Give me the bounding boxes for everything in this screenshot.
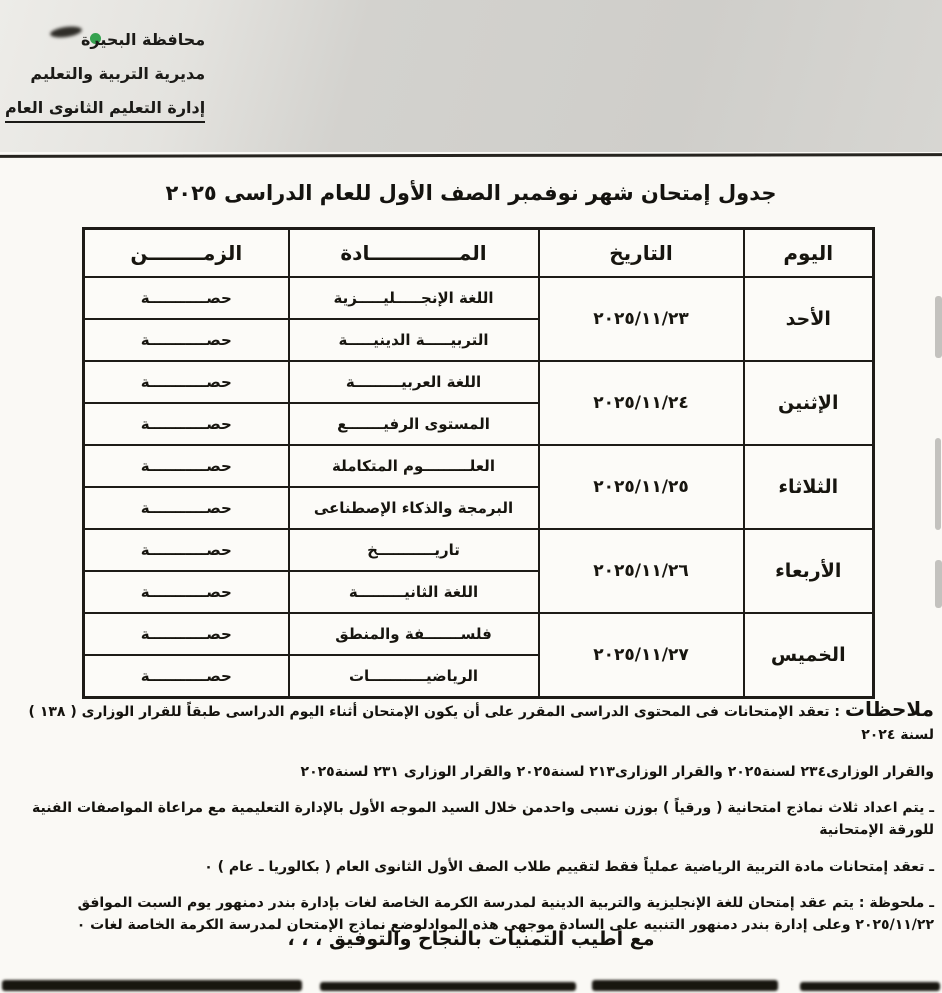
- table-row: [84, 277, 874, 319]
- note-line-4: ـ تعقد إمتحانات مادة التربية الرياضية عملياً فقط لتقييم طلاب الصف الأول الثانوى العام ( بكالوريا ـ عام ) ٠: [204, 858, 934, 875]
- time-cell: حصـــــــــــة: [84, 319, 289, 361]
- date-cell: ٢٠٢٥/١١/٢٣: [539, 277, 744, 361]
- day-cell: الأربعاء: [744, 529, 874, 613]
- time-cell: حصـــــــــــة: [84, 529, 289, 571]
- subject-cell: تاريـــــــــــخ: [289, 529, 539, 571]
- subject-cell: البرمجة والذكاء الإصطناعى: [289, 487, 539, 529]
- note-line-5: ـ ملحوظة : يتم عقد إمتحان للغة الإنجليزية والتربية الدينية لمدرسة الكرمة الخاصة لغات بإدارة بندر دمنهور يوم السبت الموافق ٢٠٢٥/١١/٢٢ وعلى إدارة بندر دمنهور التنبيه على السادة موجهى هذه الموادلوضع نماذج الإمتحان لمدرسة الكرمة الخاصة لغات ٠: [76, 895, 934, 934]
- time-cell: حصـــــــــــة: [84, 403, 289, 445]
- note-text-1: : تعقد الإمتحانات فى المحتوى الدراسى المقرر على أن يكون الإمتحان أثناء اليوم الدراسى طبقاً للقرار الوزارى ( ١٣٨ ) لسنة ٢٠٢٤: [28, 704, 934, 743]
- bottom-scan-smudge: [2, 980, 302, 991]
- subject-cell: العلـــــــــوم المتكاملة: [289, 445, 539, 487]
- note-line-3: ـ يتم اعداد ثلاث نماذج امتحانية ( ورقياً ) بوزن نسبى واحدمن خلال السيد الموجه الأول بالإدارة التعليمية مع مراعاة المواصفات الفنية للورقة الإمتحانية: [32, 800, 934, 839]
- date-cell: ٢٠٢٥/١١/٢٧: [539, 613, 744, 698]
- day-cell: الإثنين: [744, 361, 874, 445]
- note-line-2: والقرار الوزارى٢٣٤ لسنة٢٠٢٥ والقرار الوزارى٢١٣ لسنة٢٠٢٥ والقرار الوزارى ٢٣١ لسنة٢٠٢٥: [300, 763, 934, 780]
- document-title: جدول إمتحان شهر نوفمبر الصف الأول للعام الدراسى ٢٠٢٥: [165, 181, 777, 205]
- table-row: [84, 445, 874, 487]
- col-header-time: الزمــــــــن: [84, 229, 289, 278]
- directorate-name: مديرية التربية والتعليم: [30, 64, 206, 83]
- time-cell: حصـــــــــــة: [84, 361, 289, 403]
- time-cell: حصـــــــــــة: [84, 277, 289, 319]
- time-cell: حصـــــــــــة: [84, 655, 289, 698]
- table-row: [84, 613, 874, 655]
- scan-edge-streak: [935, 560, 942, 608]
- day-cell: الأحد: [744, 277, 874, 361]
- subject-cell: التربيـــــة الدينيـــــة: [289, 319, 539, 361]
- governorate-name: محافظة البحيرة: [80, 30, 206, 49]
- col-header-day: اليوم: [744, 229, 874, 278]
- scan-edge-streak: [935, 296, 942, 358]
- note-line-1: [8, 694, 934, 747]
- table-header-row: [84, 229, 874, 278]
- subject-cell: اللغة الإنجـــــليـــــزية: [289, 277, 539, 319]
- bottom-scan-smudge: [592, 980, 778, 991]
- time-cell: حصـــــــــــة: [84, 445, 289, 487]
- exam-schedule-table: [82, 227, 875, 699]
- letterhead: [5, 30, 205, 123]
- col-header-subject: المـــــــــــــادة: [289, 229, 539, 278]
- subject-cell: الرياضيـــــــــــات: [289, 655, 539, 698]
- subject-cell: اللغة الثانيـــــــــة: [289, 571, 539, 613]
- scan-edge-streak: [935, 438, 941, 530]
- time-cell: حصـــــــــــة: [84, 571, 289, 613]
- bottom-scan-smudge: [320, 982, 576, 991]
- notes-heading: ملاحظات: [844, 697, 934, 721]
- time-cell: حصـــــــــــة: [84, 487, 289, 529]
- administration-name: إدارة التعليم الثانوى العام: [5, 98, 205, 123]
- subject-cell: اللغة العربيـــــــــة: [289, 361, 539, 403]
- date-cell: ٢٠٢٥/١١/٢٤: [539, 361, 744, 445]
- closing-wishes: مع أطيب التمنيات بالنجاح والتوفيق ، ، ،: [287, 928, 655, 950]
- day-cell: الخميس: [744, 613, 874, 698]
- bottom-scan-smudge: [800, 982, 940, 991]
- day-cell: الثلاثاء: [744, 445, 874, 529]
- notes-section: [8, 694, 934, 952]
- subject-cell: فلســـــــفة والمنطق: [289, 613, 539, 655]
- date-cell: ٢٠٢٥/١١/٢٦: [539, 529, 744, 613]
- table-row: [84, 529, 874, 571]
- col-header-date: التاريخ: [539, 229, 744, 278]
- date-cell: ٢٠٢٥/١١/٢٥: [539, 445, 744, 529]
- time-cell: حصـــــــــــة: [84, 613, 289, 655]
- header-divider-line: [0, 153, 942, 158]
- subject-cell: المستوى الرفيـــــــع: [289, 403, 539, 445]
- table-row: [84, 361, 874, 403]
